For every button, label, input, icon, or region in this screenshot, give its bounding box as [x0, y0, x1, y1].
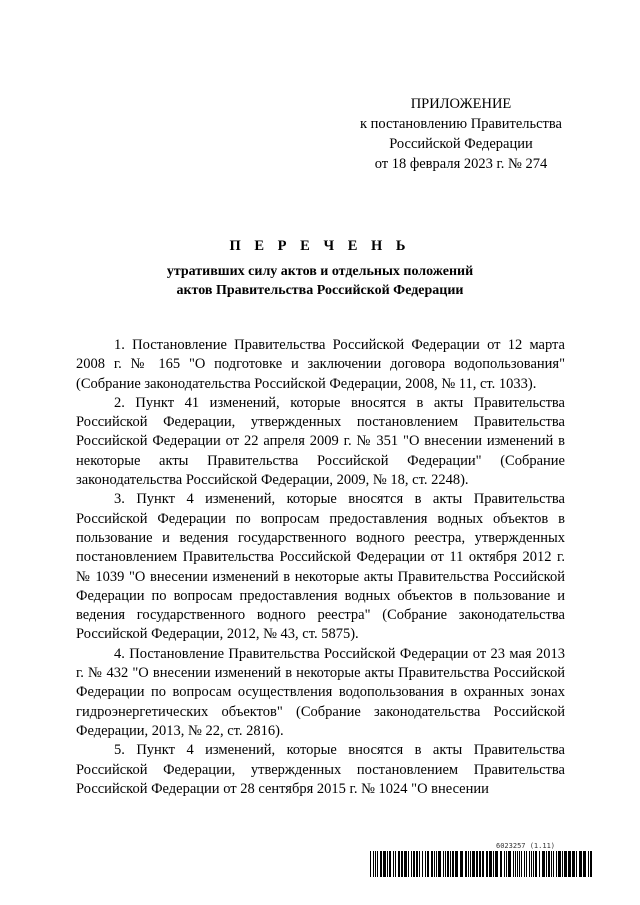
- subtitle-line-2: актов Правительства Российской Федерации: [176, 283, 464, 298]
- subtitle-line-1: утративших силу актов и отдельных положений: [166, 264, 474, 279]
- barcode-image: [370, 851, 592, 877]
- document-body: [76, 336, 565, 799]
- list-item-1: 1. Постановление Правительства Российской Федерации от 12 марта 2008 г. № 165 "О подготовке и заключении договора водопользования" (Собрание законодательства Российской Федерации, 2008, № 11, ст. 1033).: [76, 337, 565, 392]
- list-item-5: 5. Пункт 4 изменений, которые вносятся в акты Правительства Российской Федерации, утвержденных постановлением Правительства Российской Федерации от 28 сентября 2015 г. № 1024 "О внесении: [76, 742, 565, 797]
- list-item-4: 4. Постановление Правительства Российской Федерации от 23 мая 2013 г. № 432 "О внесении изменений в некоторые акты Правительства Российской Федерации по вопросам осуществления водопользования в охранных зонах гидроэнергетических объектов" (Собрание законодательства Российской Федерации, 2013, № 22, ст. 2816).: [76, 645, 565, 739]
- appendix-resolution-ref: к постановлению Правительства: [360, 116, 562, 132]
- list-item-3: 3. Пункт 4 изменений, которые вносятся в акты Правительства Российской Федерации по вопросам предоставления водных объектов в пользование и ведения государственного водного реестра, утвержденных постановлением Правительства Российской Федерации от 11 октября 2012 г. № 1039 "О внесении изменений в некоторые акты Правительства Российской Федерации по вопросам предоставления водных объектов в пользование и ведения государственного водного реестра" (Собрание законодательства Российской Федерации, 2012, № 43, ст. 5875).: [76, 491, 565, 643]
- list-item-2: 2. Пункт 41 изменений, которые вносятся в акты Правительства Российской Федерации, утвержденных постановлением Правительства Российской Федерации от 22 апреля 2009 г. № 351 "О внесении изменений в некоторые акты Правительства Российской Федерации" (Собрание законодательства Российской Федерации, 2009, № 18, ст. 2248).: [76, 394, 565, 489]
- appendix-label: ПРИЛОЖЕНИЕ: [410, 96, 512, 112]
- appendix-country: Российской Федерации: [389, 136, 533, 152]
- appendix-header: [330, 94, 592, 174]
- document-subtitle: [0, 262, 640, 300]
- appendix-date-number: от 18 февраля 2023 г. № 274: [374, 156, 548, 172]
- document-code: 6023257 (1.11): [496, 842, 556, 850]
- document-title: П Е Р Е Ч Е Н Ь: [229, 238, 411, 254]
